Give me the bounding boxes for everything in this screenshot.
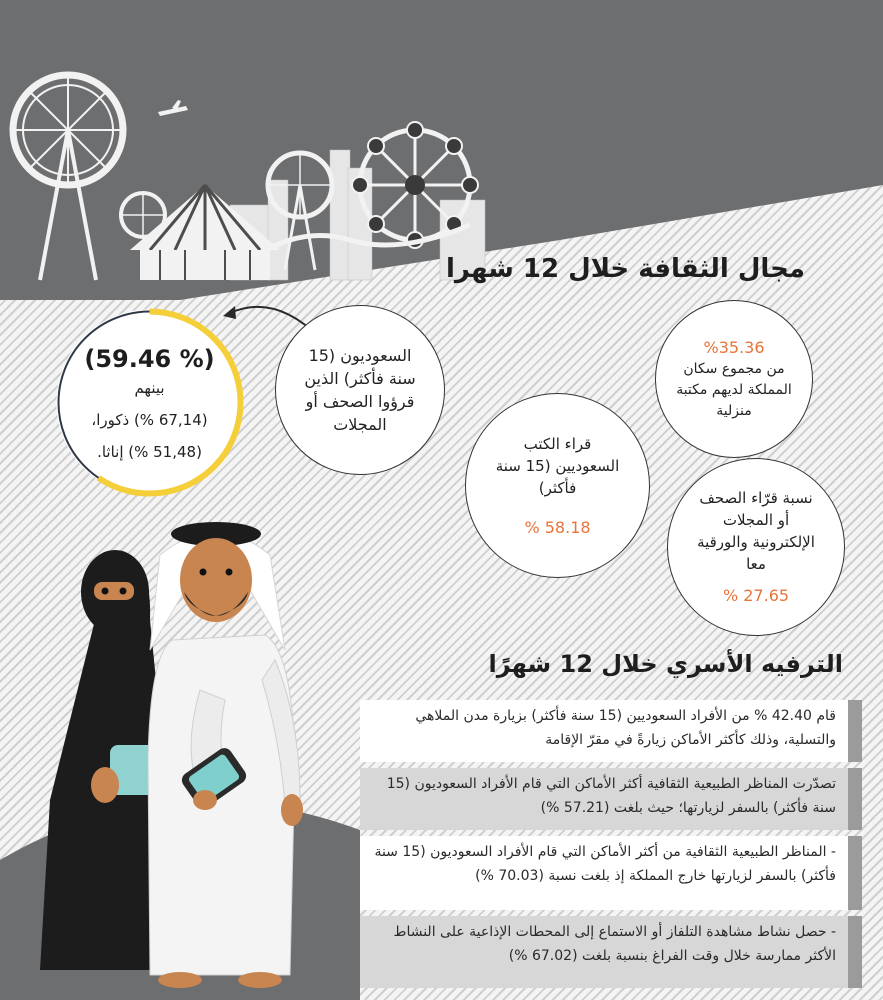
fact-text: - المناظر الطبيعية الثقافية من أكثر الأماكن التي قام الأفراد السعوديون (15 سنة فأكثر) بالسفر لزيارتها خارج المملكة إذ بلغت نسبة (70.03 %) (374, 844, 836, 884)
book-readers-circle (465, 393, 650, 578)
man-figure (148, 522, 303, 988)
fact-box (360, 836, 848, 910)
fact-text: تصدّرت المناظر الطبيعية الثقافية أكثر الأماكن التي قام الأفراد السعوديون (15 سنة فأكثر) بالسفر لزيارتها؛ حيث بلغت (57.21 %) (386, 776, 836, 816)
magazine-readers-text: السعوديون (15 سنة فأكثر) الذين قرؤوا الصحف أو المجلات (304, 346, 416, 434)
gauge-males: (67,14 %) ذكورا، (91, 410, 208, 429)
culture-section-title: مجال الثقافة خلال 12 شهرا (446, 254, 805, 284)
home-library-percent: %35.36 (703, 337, 765, 357)
magazine-readers-circle (275, 305, 445, 475)
fact-edge (848, 836, 862, 910)
gauge-label: بينهم (134, 378, 165, 397)
saudi-couple-illustration (0, 500, 360, 1000)
book-readers-text: قراء الكتب السعوديين (15 سنة فأكثر) (495, 434, 620, 497)
book-readers-percent: % 58.18 (524, 517, 591, 537)
fact-text: - حصل نشاط مشاهدة التلفاز أو الاستماع إلى المحطات الإذاعية على النشاط الأكثر ممارسة خلال وقت الفراغ بنسبة بلغت (67.02 %) (393, 924, 836, 964)
fact-text: قام 42.40 % من الأفراد السعوديين (15 سنة فأكثر) بزيارة مدن الملاهي والتسلية، وذلك كأكثر الأماكن زيارةً في مقرّ الإقامة (415, 708, 836, 748)
fact-edge (848, 916, 862, 988)
fact-edge (848, 768, 862, 830)
home-library-text: من مجموع سكان المملكة لديهم مكتبة منزلية (676, 360, 792, 419)
fact-box (360, 768, 848, 830)
family-section-title: الترفيه الأسري خلال 12 شهرًا (488, 650, 843, 678)
gauge-value: (59.46 %) (84, 344, 215, 373)
digital-print-readers-text: نسبة قرّاء الصحف أو المجلات الإلكترونية والورقية معا (697, 489, 815, 573)
fact-box (360, 700, 848, 762)
fact-edge (848, 700, 862, 762)
gauge-females: (51,48 %) إناثا. (97, 442, 202, 461)
gauge-labels (52, 305, 247, 500)
digital-print-readers-circle (667, 458, 845, 636)
digital-print-readers-percent: % 27.65 (722, 586, 790, 605)
home-library-circle (655, 300, 813, 458)
fact-box (360, 916, 848, 988)
